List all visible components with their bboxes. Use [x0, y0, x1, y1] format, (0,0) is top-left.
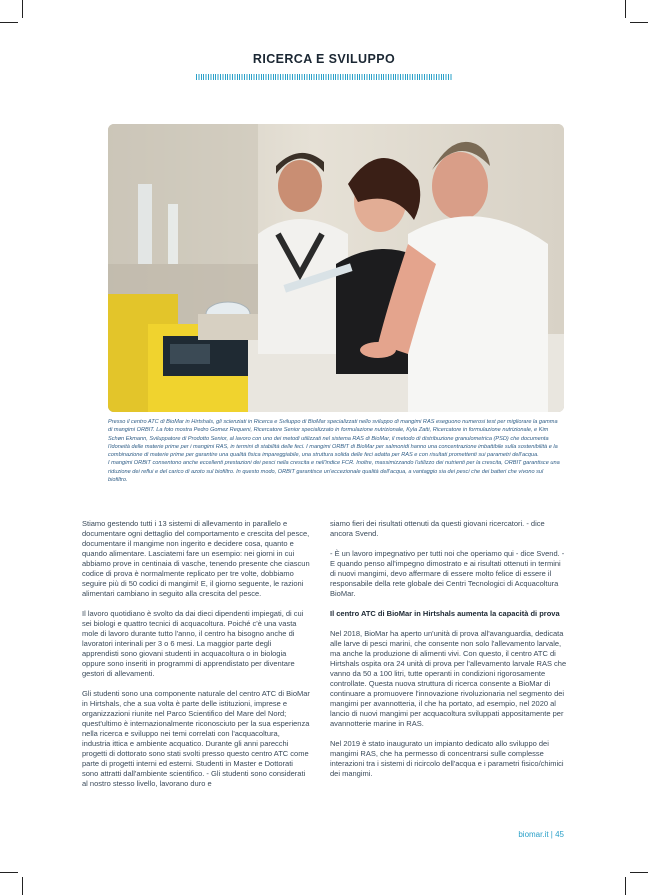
section-subheading: Il centro ATC di BioMar in Hirtshals aumenta la capacità di prova — [330, 609, 560, 618]
photo-caption — [108, 418, 562, 484]
page-title: RICERCA E SVILUPPO — [252, 52, 396, 66]
crop-mark — [22, 0, 23, 18]
crop-mark — [630, 22, 648, 23]
body-paragraph: Nel 2019 è stato inaugurato un impianto dedicato allo sviluppo dei mangimi RAS, che ha permesso di concentrarsi sulle complesse interazioni tra i sistemi di ricircolo dell'acqua e i parametri fisico/chimici dei mangimi. — [330, 739, 564, 778]
crop-mark — [625, 0, 626, 18]
left-column — [82, 519, 310, 799]
crop-mark — [0, 22, 18, 23]
crop-mark — [625, 877, 626, 895]
crop-mark — [0, 872, 18, 873]
body-paragraph: - È un lavoro impegnativo per tutti noi che operiamo qui - dice Svend. - E quando penso all'impegno dimostrato e ai risultati ottenuti in termini di nuovi mangimi, devo affermare di essere molto felice di essere il responsabile della rete globale dei Centri Tecnologici di Acquacoltura BioMar. — [330, 549, 565, 598]
crop-mark — [630, 872, 648, 873]
page-footer: biomar.it | 45 — [518, 830, 564, 839]
caption-paragraph: I mangimi ORBIT consentono anche eccellenti prestazioni dei pesci nella crescita e nell'indice FCR. Inoltre, massimizzando l'utilizzo dei nutrienti per la crescita, ORBIT garantisce una riduzione dei reflui e del carico di azoto sul biofiltro. In questo modo, ORBIT garantisce un'eccezionale qualità dell'acqua, a vantaggio sia dei pesci che dei batteri che vivono sul biofiltro. — [108, 460, 560, 484]
body-paragraph: Stiamo gestendo tutti i 13 sistemi di allevamento in parallelo e documentare ogni dettaglio del comportamento e crescita del pesce, documentare il mangime non ingerito e decidere cosa, quanto e quando alimentare. Lasciatemi fare un esempio: nei giorni in cui abbiamo prove in centinaia di vasche, tenendo presente che ciascun codice di prova è normalmente replicato per tre volte, dobbiamo seguire più di 50 codici di mangimi! E, il giorno seguente, le razioni alimentari cambiano in seguito alla crescita del pesce. — [82, 519, 310, 598]
body-paragraph: Nel 2018, BioMar ha aperto un'unità di prova all'avanguardia, dedicata alle larve di pesci marini, che consente non solo l'allevamento larvale, ma anche la produzione di alimenti vivi. Con questo, il centro ATC di Hirtshals ospita ora 24 unità di prova per l'allevamento larvale RAS che vanno da 50 a 100 litri, tutte operanti in condizioni rigorosamente controllate. Questa nuova struttura di ricerca consente a BioMar di continuare a promuovere l'innovazione rivoluzionaria nel segmento dei mangimi per avannotteria, il che ha portato, ad esempio, nel 2020 al lancio di nuovi mangimi per acquacoltura sviluppati appositamente per avannotterie marine in RAS. — [330, 629, 567, 728]
crop-mark — [22, 877, 23, 895]
body-paragraph: Il lavoro quotidiano è svolto da dai dieci dipendenti impiegati, di cui sei biologi e quattro tecnici di acquacoltura. Poiché c'è una vasta mole di lavoro durante tutto l'anno, il centro ha bisogno anche di lavoratori interinali per 3 o 6 mesi. La maggior parte degli apprendisti sono giovani studenti in acquacoltura o in biologia oppure sono inseriti in programmi di apprendistato per diventare gestori di allevamenti. — [82, 609, 304, 678]
body-paragraph: siamo fieri dei risultati ottenuti da questi giovani ricercatori. - dice ancora Svend. — [330, 519, 545, 538]
right-column — [330, 519, 568, 789]
lab-photo — [108, 124, 564, 412]
body-paragraph: Gli studenti sono una componente naturale del centro ATC di BioMar in Hirtshals, che a sua volta è parte delle istituzioni, imprese e organizzazioni riunite nel Parco Scientifico del Mare del Nord; quest'ultimo è internazionalmente riconosciuto per la sua esperienza nella ricerca e sviluppo nei temi correlati con l'acquacoltura, industria ittica e ambiente acquatico. Durante gli anni parecchi progetti di dottorato sono stati svolti presso questo centro ATC come parte di progetti interni ed esterni. Studenti in Master e Dottorati sono attratti dall'ambiente scientifico. - Gli studenti sono considerati al nostro stesso livello, lavorano duro e — [82, 689, 310, 788]
lab-photo-illustration — [108, 124, 564, 412]
title-underline — [196, 74, 452, 80]
caption-paragraph: Presso il centro ATC di BioMar in Hirtshals, gli scienziati in Ricerca e Sviluppo di BioMar specializzati nello sviluppo di mangimi RAS eseguono numerosi test per migliorare la gamma di mangimi ORBIT. La foto mostra Pedro Gomez Requeni, Ricercatore Senior specializzato in formulazione nutrizionale, Kyla Zatti, Ricercatore in formulazione nutrizionale, e Kim Schøn Ekmann, Sviluppatore di Prodotto Senior, al lavoro con uno dei metodi utilizzati nel sistema RAS di BioMar, il metodo di distribuzione granulometrica (PSD) che documenta l'idoneità delle materie prime per i mangimi RAS, in termini di stabilità delle feci. I mangimi ORBIT di BioMar per salmonidi hanno una concentrazione imbattibile sulla sostenibilità e la combinazione di materie prime per garantire una qualità fisica impareggiabile, una struttura solida delle feci adatta per RAS e con risultati promettenti sui parametri dell'acqua. — [108, 419, 558, 459]
